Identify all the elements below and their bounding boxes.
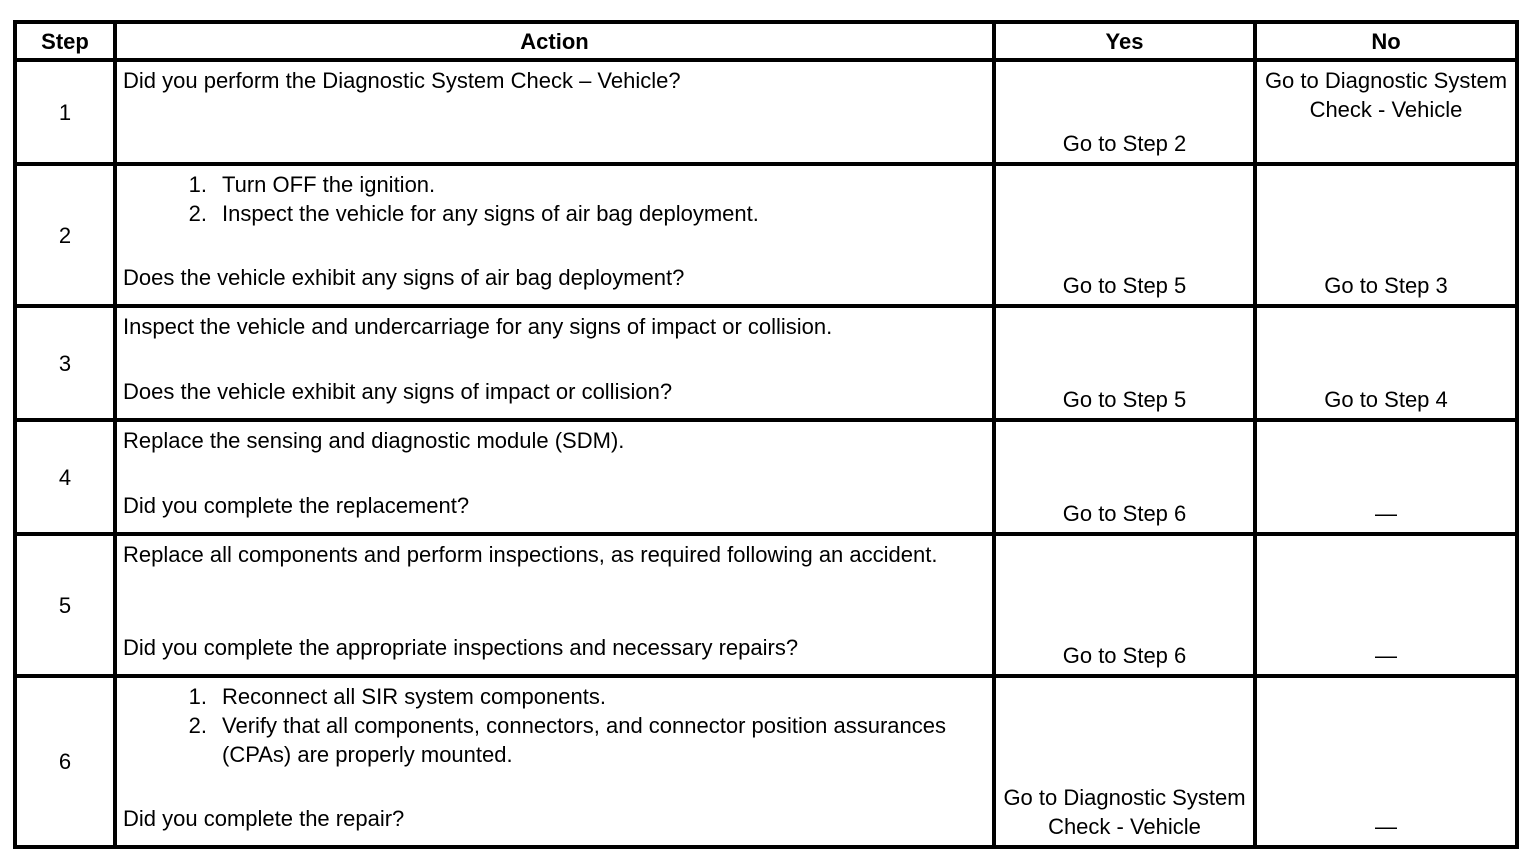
yes-result: Go to Step 6 <box>994 420 1255 534</box>
substep-number: 2. <box>188 713 207 738</box>
yes-result: Go to Step 2 <box>994 60 1255 164</box>
action-question: Did you complete the appropriate inspections and necessary repairs? <box>123 635 799 660</box>
header-yes: Yes <box>994 22 1255 60</box>
header-no: No <box>1255 22 1517 60</box>
step-number: 2 <box>15 164 115 306</box>
step-number: 3 <box>15 306 115 420</box>
step-number: 6 <box>15 676 115 847</box>
no-result: — <box>1255 420 1517 534</box>
no-result: Go to Step 3 <box>1255 164 1517 306</box>
action-text: Replace all components and perform inspections, as required following an accident. <box>123 542 938 567</box>
table-row <box>15 306 1517 420</box>
step-number: 4 <box>15 420 115 534</box>
table-row <box>15 534 1517 676</box>
table-row <box>15 420 1517 534</box>
substep-item <box>123 199 986 228</box>
yes-result: Go to Diagnostic System Check - Vehicle <box>994 676 1255 847</box>
header-action: Action <box>115 22 994 60</box>
action-cell <box>115 306 994 420</box>
substep-item <box>123 711 986 769</box>
action-question: Did you complete the replacement? <box>123 493 470 518</box>
action-question: Does the vehicle exhibit any signs of air bag deployment? <box>123 265 685 290</box>
table-row <box>15 60 1517 164</box>
action-text: Replace the sensing and diagnostic module (SDM). <box>123 428 625 453</box>
substep-number: 2. <box>188 201 207 226</box>
substep-number: 1. <box>188 684 207 709</box>
header-step: Step <box>15 22 115 60</box>
yes-result: Go to Step 5 <box>994 164 1255 306</box>
yes-result: Go to Step 5 <box>994 306 1255 420</box>
no-result: — <box>1255 534 1517 676</box>
action-question: Did you complete the repair? <box>123 806 405 831</box>
diagnostic-table <box>13 20 1519 849</box>
table-row <box>15 676 1517 847</box>
action-question: Does the vehicle exhibit any signs of impact or collision? <box>123 379 673 404</box>
substep-list <box>123 170 986 228</box>
action-cell <box>115 164 994 306</box>
substep-text: Turn OFF the ignition. <box>222 172 436 197</box>
substep-list <box>123 682 986 769</box>
action-cell <box>115 676 994 847</box>
header-row <box>15 22 1517 60</box>
substep-item <box>123 682 986 711</box>
substep-text: Inspect the vehicle for any signs of air bag deployment. <box>222 201 759 226</box>
substep-item <box>123 170 986 199</box>
step-number: 1 <box>15 60 115 164</box>
substep-text: Verify that all components, connectors, and connector position assurances (CPAs) are properly mounted. <box>222 713 946 767</box>
no-result: — <box>1255 676 1517 847</box>
yes-result: Go to Step 6 <box>994 534 1255 676</box>
action-cell <box>115 534 994 676</box>
action-cell <box>115 60 994 164</box>
action-text: Inspect the vehicle and undercarriage for any signs of impact or collision. <box>123 314 833 339</box>
substep-number: 1. <box>188 172 207 197</box>
table-row <box>15 164 1517 306</box>
action-cell <box>115 420 994 534</box>
action-text: Did you perform the Diagnostic System Check – Vehicle? <box>123 68 681 93</box>
step-number: 5 <box>15 534 115 676</box>
no-result: Go to Step 4 <box>1255 306 1517 420</box>
no-result: Go to Diagnostic System Check - Vehicle <box>1255 60 1517 164</box>
substep-text: Reconnect all SIR system components. <box>222 684 606 709</box>
